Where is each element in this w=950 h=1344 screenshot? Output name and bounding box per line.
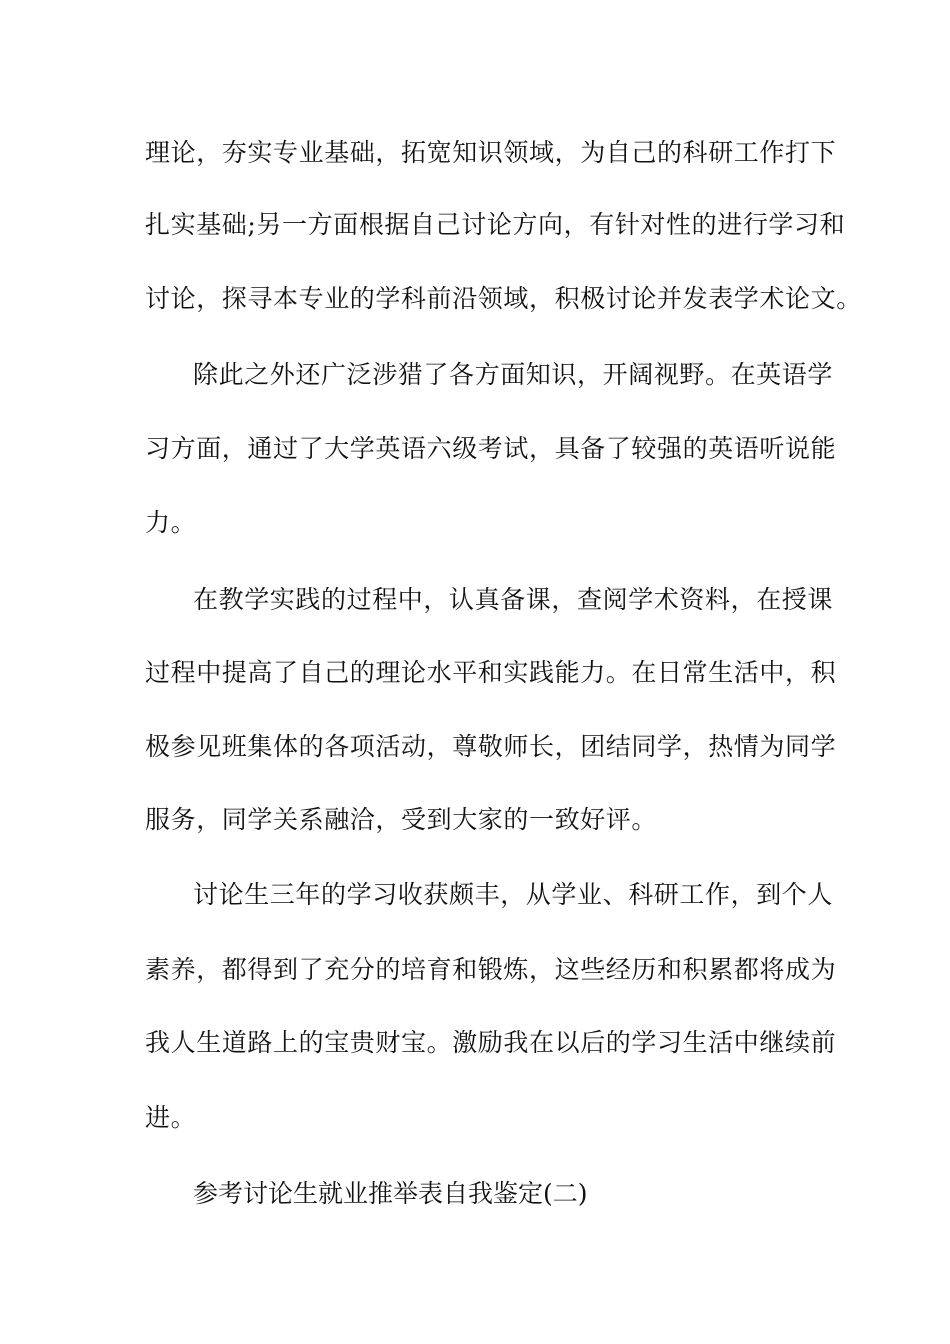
text-line-14: 进。 xyxy=(145,1103,197,1132)
text-line-12: 素养，都得到了充分的培育和锻炼，这些经历和积累都将成为 xyxy=(145,955,837,984)
text-line-1: 理论，夯实专业基础，拓宽知识领域，为自己的科研工作打下 xyxy=(145,138,837,167)
text-line-13: 我人生道路上的宝贵财宝。激励我在以后的学习生活中继续前 xyxy=(145,1028,837,1057)
text-line-4: 除此之外还广泛涉猎了各方面知识，开阔视野。在英语学 xyxy=(193,360,834,389)
text-line-10: 服务，同学关系融洽，受到大家的一致好评。 xyxy=(145,805,658,834)
text-line-5: 习方面，通过了大学英语六级考试，具备了较强的英语听说能 xyxy=(145,434,837,463)
text-line-7: 在教学实践的过程中，认真备课，查阅学术资料，在授课 xyxy=(193,585,834,614)
text-line-11: 讨论生三年的学习收获颇丰，从学业、科研工作，到个人 xyxy=(193,880,834,909)
section-heading: 参考讨论生就业推举表自我鉴定(二) xyxy=(193,1179,588,1208)
text-line-8: 过程中提高了自己的理论水平和实践能力。在日常生活中，积 xyxy=(145,658,837,687)
text-line-9: 极参见班集体的各项活动，尊敬师长，团结同学，热情为同学 xyxy=(145,732,837,761)
text-line-2: 扎实基础;另一方面根据自己讨论方向，有针对性的进行学习和 xyxy=(145,210,846,239)
text-line-3: 讨论，探寻本专业的学科前沿领域，积极讨论并发表学术论文。 xyxy=(145,284,862,313)
text-line-6: 力。 xyxy=(145,508,197,537)
